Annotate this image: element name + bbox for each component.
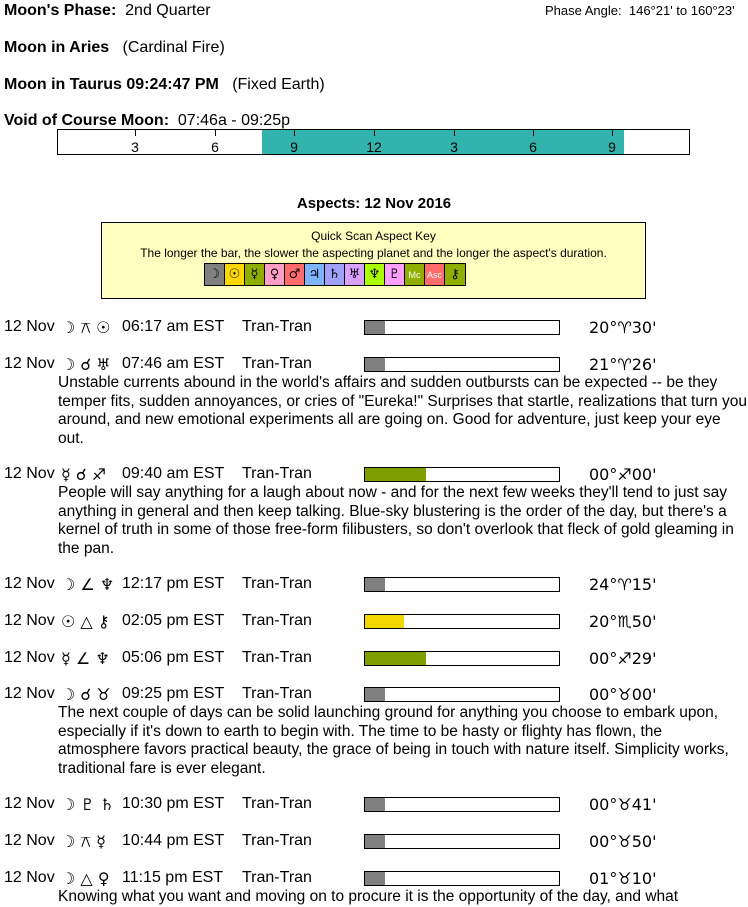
aspect-time: 09:25 pm EST bbox=[122, 685, 225, 702]
voc-tick-label: 6 bbox=[529, 139, 537, 155]
aspect-duration-bar bbox=[364, 357, 560, 372]
phase-angle-label: Phase Angle: bbox=[545, 3, 622, 18]
void-of-course-line bbox=[4, 112, 290, 130]
aspect-duration-bar bbox=[364, 614, 560, 629]
voc-tick-label: 6 bbox=[211, 139, 219, 155]
pluto-key-icon: ♇ bbox=[385, 264, 405, 285]
aspect-type: Tran-Tran bbox=[242, 869, 312, 886]
aspect-date: 12 Nov bbox=[4, 355, 55, 372]
moon-phase-line bbox=[4, 2, 211, 20]
moon-taurus-note: (Fixed Earth) bbox=[232, 76, 325, 93]
voc-tick bbox=[612, 130, 613, 136]
aspect-degree: 00°♉00' bbox=[589, 685, 657, 704]
uranus-key-icon: ♅ bbox=[345, 264, 365, 285]
voc-tick bbox=[533, 130, 534, 136]
voc-tick bbox=[135, 130, 136, 136]
moon-aries-note: (Cardinal Fire) bbox=[122, 39, 225, 56]
aspect-date: 12 Nov bbox=[4, 685, 55, 702]
aspect-glyphs-icon: ☽ ⚻ ☿ bbox=[61, 832, 106, 851]
aspect-duration-bar bbox=[364, 467, 560, 482]
aspect-type: Tran-Tran bbox=[242, 355, 312, 372]
aspect-duration-bar bbox=[364, 687, 560, 702]
aspect-date: 12 Nov bbox=[4, 795, 55, 812]
phase-angle bbox=[545, 3, 735, 18]
key-subtitle: The longer the bar, the slower the aspecting planet and the longer the aspect's duration. bbox=[140, 246, 607, 260]
mercury-key-icon: ☿ bbox=[245, 264, 265, 285]
aspect-glyphs-icon: ☽ ∠ ♆ bbox=[61, 575, 115, 594]
aspects-title: Aspects: 12 Nov 2016 bbox=[296, 195, 452, 212]
chiron-key-icon: ⚷ bbox=[445, 264, 465, 285]
aspect-type: Tran-Tran bbox=[242, 832, 312, 849]
aspect-duration-bar bbox=[364, 577, 560, 592]
aspect-duration-fill bbox=[365, 578, 385, 591]
aspect-date: 12 Nov bbox=[4, 832, 55, 849]
aspect-type: Tran-Tran bbox=[242, 649, 312, 666]
aspect-description: Knowing what you want and moving on to procure it is the opportunity of the day, and what bbox=[58, 888, 679, 905]
moon-key-icon: ☽ bbox=[205, 264, 225, 285]
ascendant-key-icon: Asc bbox=[425, 264, 445, 285]
aspect-type: Tran-Tran bbox=[242, 612, 312, 629]
aspect-degree: 00°♉41' bbox=[589, 795, 657, 814]
voc-tick-label: 9 bbox=[290, 139, 298, 155]
moon-taurus-label: Moon in Taurus 09:24:47 PM bbox=[4, 76, 219, 93]
aspect-time: 10:30 pm EST bbox=[122, 795, 225, 812]
aspect-date: 12 Nov bbox=[4, 649, 55, 666]
aspect-degree: 20°♈30' bbox=[589, 318, 657, 337]
aspect-glyphs-icon: ☿ ☌ ♐ bbox=[61, 465, 107, 484]
aspect-type: Tran-Tran bbox=[242, 575, 312, 592]
voc-tick bbox=[215, 130, 216, 136]
voc-label: Void of Course Moon: bbox=[4, 112, 170, 129]
neptune-key-icon: ♆ bbox=[365, 264, 385, 285]
mars-key-icon: ♂ bbox=[285, 264, 305, 285]
aspect-degree: 20°♏50' bbox=[589, 612, 657, 631]
aspect-duration-bar bbox=[364, 797, 560, 812]
aspect-time: 02:05 pm EST bbox=[122, 612, 225, 629]
aspect-time: 06:17 am EST bbox=[122, 318, 225, 335]
voc-tick bbox=[294, 130, 295, 136]
moon-in-taurus-line bbox=[4, 76, 325, 94]
voc-tick bbox=[374, 130, 375, 136]
aspect-duration-fill bbox=[365, 321, 385, 334]
aspect-date: 12 Nov bbox=[4, 575, 55, 592]
aspect-duration-bar bbox=[364, 834, 560, 849]
aspect-glyphs-icon: ☿ ∠ ♆ bbox=[61, 649, 110, 668]
voc-tick-label: 9 bbox=[608, 139, 616, 155]
aspect-glyphs-icon: ☽ ⚻ ☉ bbox=[61, 318, 111, 337]
aspect-duration-bar bbox=[364, 320, 560, 335]
aspect-date: 12 Nov bbox=[4, 465, 55, 482]
aspect-duration-fill bbox=[365, 652, 426, 665]
aspect-duration-fill bbox=[365, 872, 385, 885]
aspect-glyphs-icon: ☽ △ ♀ bbox=[61, 869, 110, 888]
voc-tick-label: 12 bbox=[366, 139, 382, 155]
aspect-glyphs-icon: ☽ ☌ ♅ bbox=[61, 355, 111, 374]
aspect-description: People will say anything for a laugh about now - and for the next few weeks they'll tend to just say anything in general and then keep talking. Blue-sky blustering is the order of the day, but there's a kernel of truth in some of those free-form filibusters, so don't overlook that fleck of gold gleaming in the pan. bbox=[58, 484, 734, 557]
aspect-key-box bbox=[101, 222, 646, 299]
aspect-duration-fill bbox=[365, 615, 404, 628]
aspect-degree: 21°♈26' bbox=[589, 355, 657, 374]
jupiter-key-icon: ♃ bbox=[305, 264, 325, 285]
saturn-key-icon: ♄ bbox=[325, 264, 345, 285]
voc-tick-label: 3 bbox=[450, 139, 458, 155]
aspect-degree: 01°♉10' bbox=[589, 869, 657, 888]
voc-tick-label: 3 bbox=[131, 139, 139, 155]
aspect-duration-bar bbox=[364, 651, 560, 666]
aspect-glyphs-icon: ☉ △ ⚷ bbox=[61, 612, 110, 631]
aspect-degree: 00°♉50' bbox=[589, 832, 657, 851]
aspect-duration-fill bbox=[365, 798, 385, 811]
void-of-course-fill bbox=[262, 130, 623, 154]
aspect-description: The next couple of days can be solid launching ground for anything you choose to embark upon, especially if it's down to earth to begin with. The time to be hasty or flighty has flown, the atmosphere favors practical beauty, the grace of being in touch with nature itself. Simplicity works, traditional fare is ever elegant. bbox=[58, 704, 729, 777]
void-of-course-bar bbox=[57, 129, 690, 155]
aspect-glyphs-icon: ☽ ☌ ♉ bbox=[61, 685, 111, 704]
key-planet-row bbox=[204, 263, 466, 286]
moon-aries-label: Moon in Aries bbox=[4, 39, 110, 56]
aspect-duration-bar bbox=[364, 871, 560, 886]
aspect-duration-fill bbox=[365, 468, 426, 481]
voc-value: 07:46a - 09:25p bbox=[177, 112, 290, 129]
aspect-glyphs-icon: ☽ ♇ ♄ bbox=[61, 795, 115, 814]
midheaven-key-icon: Mc bbox=[405, 264, 425, 285]
moon-phase-value: 2nd Quarter bbox=[125, 2, 211, 19]
aspect-date: 12 Nov bbox=[4, 869, 55, 886]
aspect-type: Tran-Tran bbox=[242, 465, 312, 482]
aspect-description: Unstable currents abound in the world's affairs and sudden outbursts can be expected -- be they temper fits, sudden annoyances, or cries of "Eureka!" Surprises that startle, realizations that turn you around, and new emotional experiments all are going on. Good for adventure, just keep your eye out. bbox=[58, 374, 748, 447]
aspect-time: 07:46 am EST bbox=[122, 355, 225, 372]
aspect-date: 12 Nov bbox=[4, 612, 55, 629]
aspect-time: 05:06 pm EST bbox=[122, 649, 225, 666]
sun-key-icon: ☉ bbox=[225, 264, 245, 285]
aspect-time: 09:40 am EST bbox=[122, 465, 225, 482]
moon-in-aries-line bbox=[4, 39, 225, 57]
venus-key-icon: ♀ bbox=[265, 264, 285, 285]
aspect-duration-fill bbox=[365, 358, 385, 371]
aspect-type: Tran-Tran bbox=[242, 795, 312, 812]
voc-tick bbox=[454, 130, 455, 136]
aspect-type: Tran-Tran bbox=[242, 685, 312, 702]
aspect-time: 10:44 pm EST bbox=[122, 832, 225, 849]
aspect-degree: 00°♐29' bbox=[589, 649, 657, 668]
phase-angle-value: 146°21' to 160°23' bbox=[628, 3, 735, 18]
aspect-date: 12 Nov bbox=[4, 318, 55, 335]
moon-phase-label: Moon's Phase: bbox=[4, 2, 117, 19]
key-title: Quick Scan Aspect Key bbox=[311, 229, 436, 243]
aspect-time: 12:17 pm EST bbox=[122, 575, 225, 592]
aspect-time: 11:15 pm EST bbox=[122, 869, 224, 886]
aspect-degree: 24°♈15' bbox=[589, 575, 657, 594]
aspect-duration-fill bbox=[365, 688, 385, 701]
aspect-degree: 00°♐00' bbox=[589, 465, 657, 484]
aspect-type: Tran-Tran bbox=[242, 318, 312, 335]
aspect-duration-fill bbox=[365, 835, 385, 848]
